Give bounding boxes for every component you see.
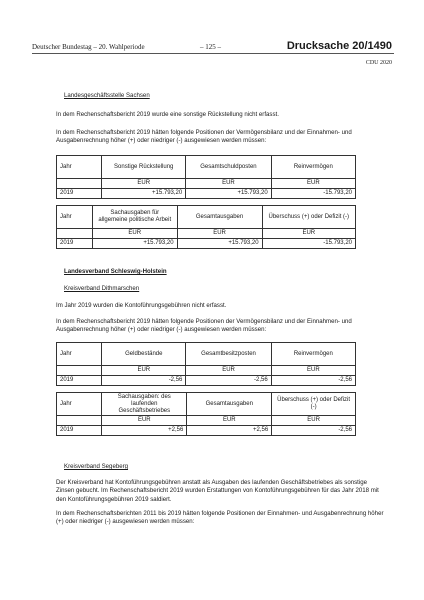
- sachsen-paragraph-1: In dem Rechenschaftsbericht 2019 wurde eine sonstige Rückstellung nicht erfasst.: [56, 111, 279, 118]
- col-header-year: Jahr: [57, 156, 102, 179]
- cell-value: -2,56: [272, 426, 356, 436]
- unit-spacer: [57, 366, 102, 376]
- col-header-ueberschuss: Überschuss (+) oder Defizit (-): [262, 206, 355, 229]
- sachsen-paragraph-2: In dem Rechenschaftsbericht 2019 hätten folgende Positionen der Vermögensbilanz und der Einnahmen- und Ausgabenrechnung höher (+) oder niedriger (-) ausgewiesen werden müssen:: [56, 129, 352, 145]
- cell-value: -15.793,20: [262, 239, 355, 249]
- cell-value: +15.793,20: [186, 189, 271, 199]
- unit-cell: EUR: [92, 229, 177, 239]
- cell-value: -2,56: [271, 376, 355, 386]
- col-header-sachausgaben: Sachausgaben: des laufenden Geschäftsbetriebes: [102, 393, 187, 416]
- col-header-year: Jahr: [57, 206, 93, 229]
- unit-spacer: [57, 229, 93, 239]
- cell-year: 2019: [57, 426, 102, 436]
- unit-cell: EUR: [102, 366, 186, 376]
- unit-cell: EUR: [271, 366, 355, 376]
- col-header-ueberschuss: Überschuss (+) oder Defizit (-): [272, 393, 356, 416]
- cell-year: 2019: [57, 376, 102, 386]
- col-header-gesamtausgaben: Gesamtausgaben: [187, 393, 272, 416]
- cell-year: 2019: [57, 239, 93, 249]
- col-header-gesamtschuld: Gesamtschuldposten: [186, 156, 271, 179]
- dithmarschen-paragraph-1: Im Jahr 2019 wurden die Kontoführungsgebühren nicht erfasst.: [56, 302, 227, 309]
- cell-value: -2,56: [186, 376, 271, 386]
- cell-value: +2,56: [187, 426, 272, 436]
- table-dithmarschen-bilanz: [56, 342, 356, 386]
- section-title-schleswig-holstein: Landesverband Schleswig-Holstein: [64, 268, 167, 275]
- table-sachsen-ausgaben: [56, 205, 356, 249]
- page-number: – 125 –: [200, 43, 221, 51]
- cell-year: 2019: [57, 189, 102, 199]
- unit-cell: EUR: [271, 179, 355, 189]
- table-dithmarschen-ausgaben: [56, 392, 356, 436]
- unit-cell: EUR: [102, 416, 187, 426]
- col-header-reinvermoegen: Reinvermögen: [271, 156, 355, 179]
- cell-value: -2,56: [102, 376, 186, 386]
- dithmarschen-paragraph-2: In dem Rechenschaftsbericht 2019 hätten folgende Positionen der Vermögensbilanz und der Einnahmen- und Ausgabenrechnung höher (+) oder niedriger (-) ausgewiesen werden müssen:: [56, 318, 352, 334]
- cell-value: +15.793,20: [92, 239, 177, 249]
- subsection-segeberg: Kreisverband Segeberg: [64, 463, 129, 470]
- col-header-geldbestaende: Geldbestände: [102, 343, 186, 366]
- col-header-rueckstellung: Sonstige Rückstellung: [102, 156, 186, 179]
- col-header-gesamtausgaben: Gesamtausgaben: [177, 206, 262, 229]
- cell-value: +15.793,20: [177, 239, 262, 249]
- unit-spacer: [57, 416, 102, 426]
- unit-cell: EUR: [187, 416, 272, 426]
- table-sachsen-bilanz: [56, 155, 356, 199]
- header-left: Deutscher Bundestag – 20. Wahlperiode: [32, 43, 145, 51]
- drucksache-number: Drucksache 20/1490: [286, 40, 392, 52]
- col-header-year: Jahr: [57, 393, 102, 416]
- cell-value: -15.793,20: [271, 189, 355, 199]
- unit-cell: EUR: [262, 229, 355, 239]
- col-header-year: Jahr: [57, 343, 102, 366]
- section-title-sachsen: Landesgeschäftsstelle Sachsen: [64, 92, 150, 99]
- subsection-dithmarschen: Kreisverband Dithmarschen: [64, 285, 140, 292]
- unit-spacer: [57, 179, 102, 189]
- unit-cell: EUR: [272, 416, 356, 426]
- unit-cell: EUR: [102, 179, 186, 189]
- header-rule: [32, 53, 394, 54]
- segeberg-paragraph-1: Der Kreisverband hat Kontoführungsgebühren anstatt als Ausgaben des laufenden Geschäftsbetriebes als sonstige Zinsen gebucht. Im Rechenschaftsbericht 2019 wurden Erstattungen von Kontoführungsgebühren für das Jahr 2018 mit den Kontoführungsgebühren 2019 saldiert.: [56, 479, 379, 503]
- col-header-reinvermoegen: Reinvermögen: [271, 343, 355, 366]
- unit-cell: EUR: [186, 179, 271, 189]
- party-label: CDU 2020: [365, 60, 392, 66]
- unit-cell: EUR: [177, 229, 262, 239]
- cell-value: +2,56: [102, 426, 187, 436]
- col-header-sachausgaben: Sachausgaben für allgemeine politische Arbeit: [92, 206, 177, 229]
- col-header-gesamtbesitz: Gesamtbesitzposten: [186, 343, 271, 366]
- cell-value: +15.793,20: [102, 189, 186, 199]
- segeberg-paragraph-2: In dem Rechenschaftsberichten 2011 bis 2019 hätten folgende Positionen der Einnahmen- und Ausgabenrechnung höher (+) oder niedriger (-) ausgewiesen werden müssen:: [56, 510, 384, 526]
- unit-cell: EUR: [186, 366, 271, 376]
